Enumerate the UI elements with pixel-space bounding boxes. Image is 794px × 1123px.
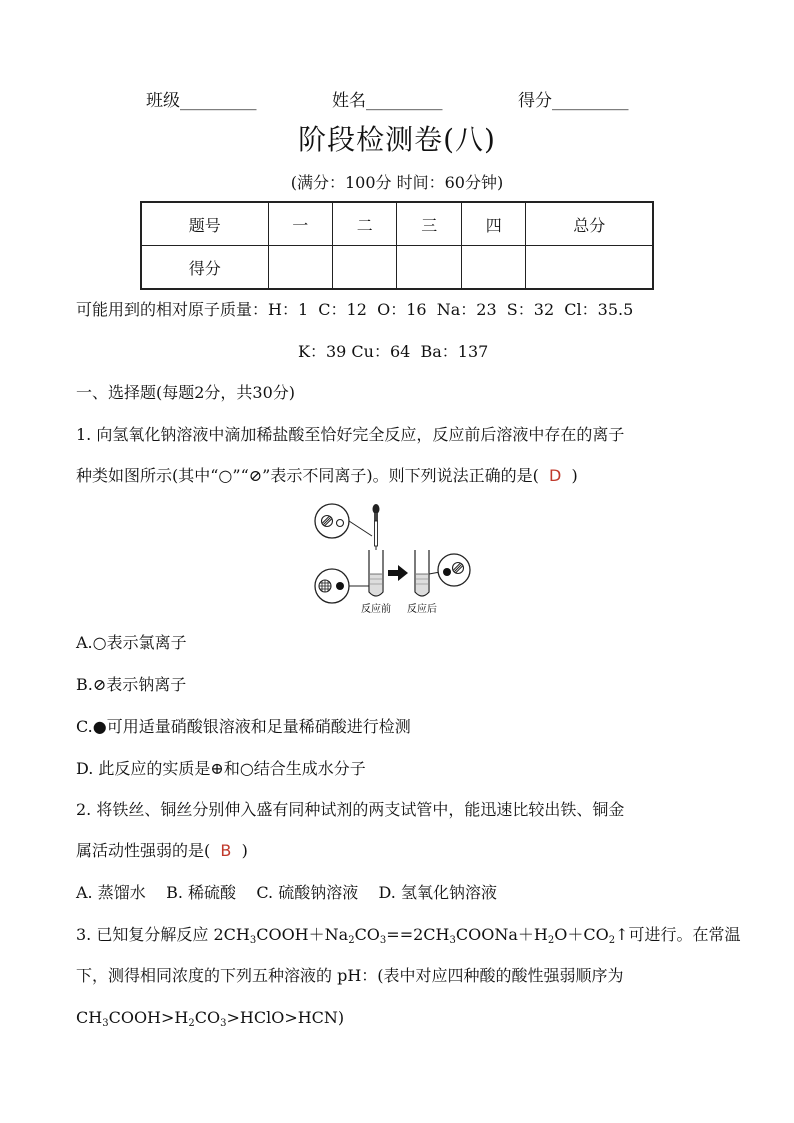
q2-options[interactable]: A. 蒸馏水 B. 稀硫酸 C. 硫酸钠溶液 D. 氢氧化钠溶液 xyxy=(76,883,497,902)
table-cell: 一 xyxy=(268,202,332,246)
score-input-cell[interactable] xyxy=(461,246,525,290)
q2-answer: B xyxy=(220,841,232,860)
label-before: 反应前 xyxy=(361,604,391,615)
table-cell: 四 xyxy=(461,202,525,246)
test-tube-diagram xyxy=(312,500,472,618)
q1-option-b[interactable]: B.⊘表示钠离子 xyxy=(76,675,187,694)
table-cell: 总分 xyxy=(526,202,653,246)
score-field[interactable]: 得分_________ xyxy=(518,91,629,111)
class-field[interactable]: 班级_________ xyxy=(146,91,257,111)
q1-answer: D xyxy=(549,466,562,485)
table-cell: 二 xyxy=(333,202,397,246)
arrow-right-icon xyxy=(388,565,408,581)
table-row xyxy=(141,246,653,290)
label-after: 反应后 xyxy=(407,604,437,615)
before-ion-bubble xyxy=(315,569,369,603)
q2-paren-close: ) xyxy=(231,841,248,860)
table-cell: 三 xyxy=(397,202,461,246)
score-table xyxy=(140,201,654,290)
after-ion-bubble xyxy=(429,554,470,586)
test-tube-after xyxy=(415,550,429,596)
score-input-cell[interactable] xyxy=(526,246,653,290)
q3-stem-line-1: 3. 已知复分解反应 $2CH_3COOH+Na_2CO_3==2CH_3COONa+H_2O+CO_2↑$可进行。在常温 xyxy=(76,925,741,946)
test-tube-before xyxy=(369,550,383,596)
q2-stem-line-1: 2. 将铁丝、铜丝分别伸入盛有同种试剂的两支试管中，能迅速比较出铁、铜金 xyxy=(76,800,625,819)
table-cell: 题号 xyxy=(141,202,268,246)
q1-stem-line-1: 1. 向氢氧化钠溶液中滴加稀盐酸至恰好完全反应，反应前后溶液中存在的离子 xyxy=(76,425,625,444)
reaction-figure xyxy=(312,500,472,618)
name-field[interactable]: 姓名_________ xyxy=(332,91,443,111)
q3-stem-line-3: $CH_3COOH>H_2CO_3>HClO>HCN$) xyxy=(76,1008,345,1029)
q1-paren-close: ) xyxy=(561,466,578,485)
atomic-mass-line-1: 可能用到的相对原子质量：H：1 C：12 O：16 Na：23 S：32 Cl：35.5 xyxy=(76,300,634,319)
score-input-cell[interactable] xyxy=(397,246,461,290)
reagent-ion-bubble xyxy=(315,504,372,538)
q2-stem-text: 属活动性强弱的是( xyxy=(76,841,221,860)
score-input-cell[interactable] xyxy=(268,246,332,290)
page-subtitle: (满分：100分 时间：60分钟) xyxy=(290,173,504,192)
q1-option-c[interactable]: C.●可用适量硝酸银溶液和足量稀硝酸进行检测 xyxy=(76,717,411,736)
section-title: 一、选择题(每题2分，共30分) xyxy=(76,383,296,402)
q1-stem-text: 种类如图所示(其中“○”“⊘”表示不同离子)。则下列说法正确的是( xyxy=(76,466,549,485)
atomic-mass-line-2: K：39 Cu：64 Ba：137 xyxy=(298,342,489,361)
table-row xyxy=(141,202,653,246)
header-row xyxy=(146,86,666,110)
page-title: 阶段检测卷(八) xyxy=(298,123,496,156)
q1-option-a[interactable]: A.○表示氯离子 xyxy=(76,633,187,652)
q2-stem-line-2 xyxy=(76,840,248,862)
q1-stem-line-2 xyxy=(76,465,578,487)
dropper-icon xyxy=(373,504,380,552)
q3-stem-line-2: 下，测得相同浓度的下列五种溶液的 pH：(表中对应四种酸的酸性强弱顺序为 xyxy=(76,966,624,985)
score-input-cell[interactable] xyxy=(333,246,397,290)
table-cell: 得分 xyxy=(141,246,268,290)
q1-option-d[interactable]: D. 此反应的实质是⊕和○结合生成水分子 xyxy=(76,759,366,778)
